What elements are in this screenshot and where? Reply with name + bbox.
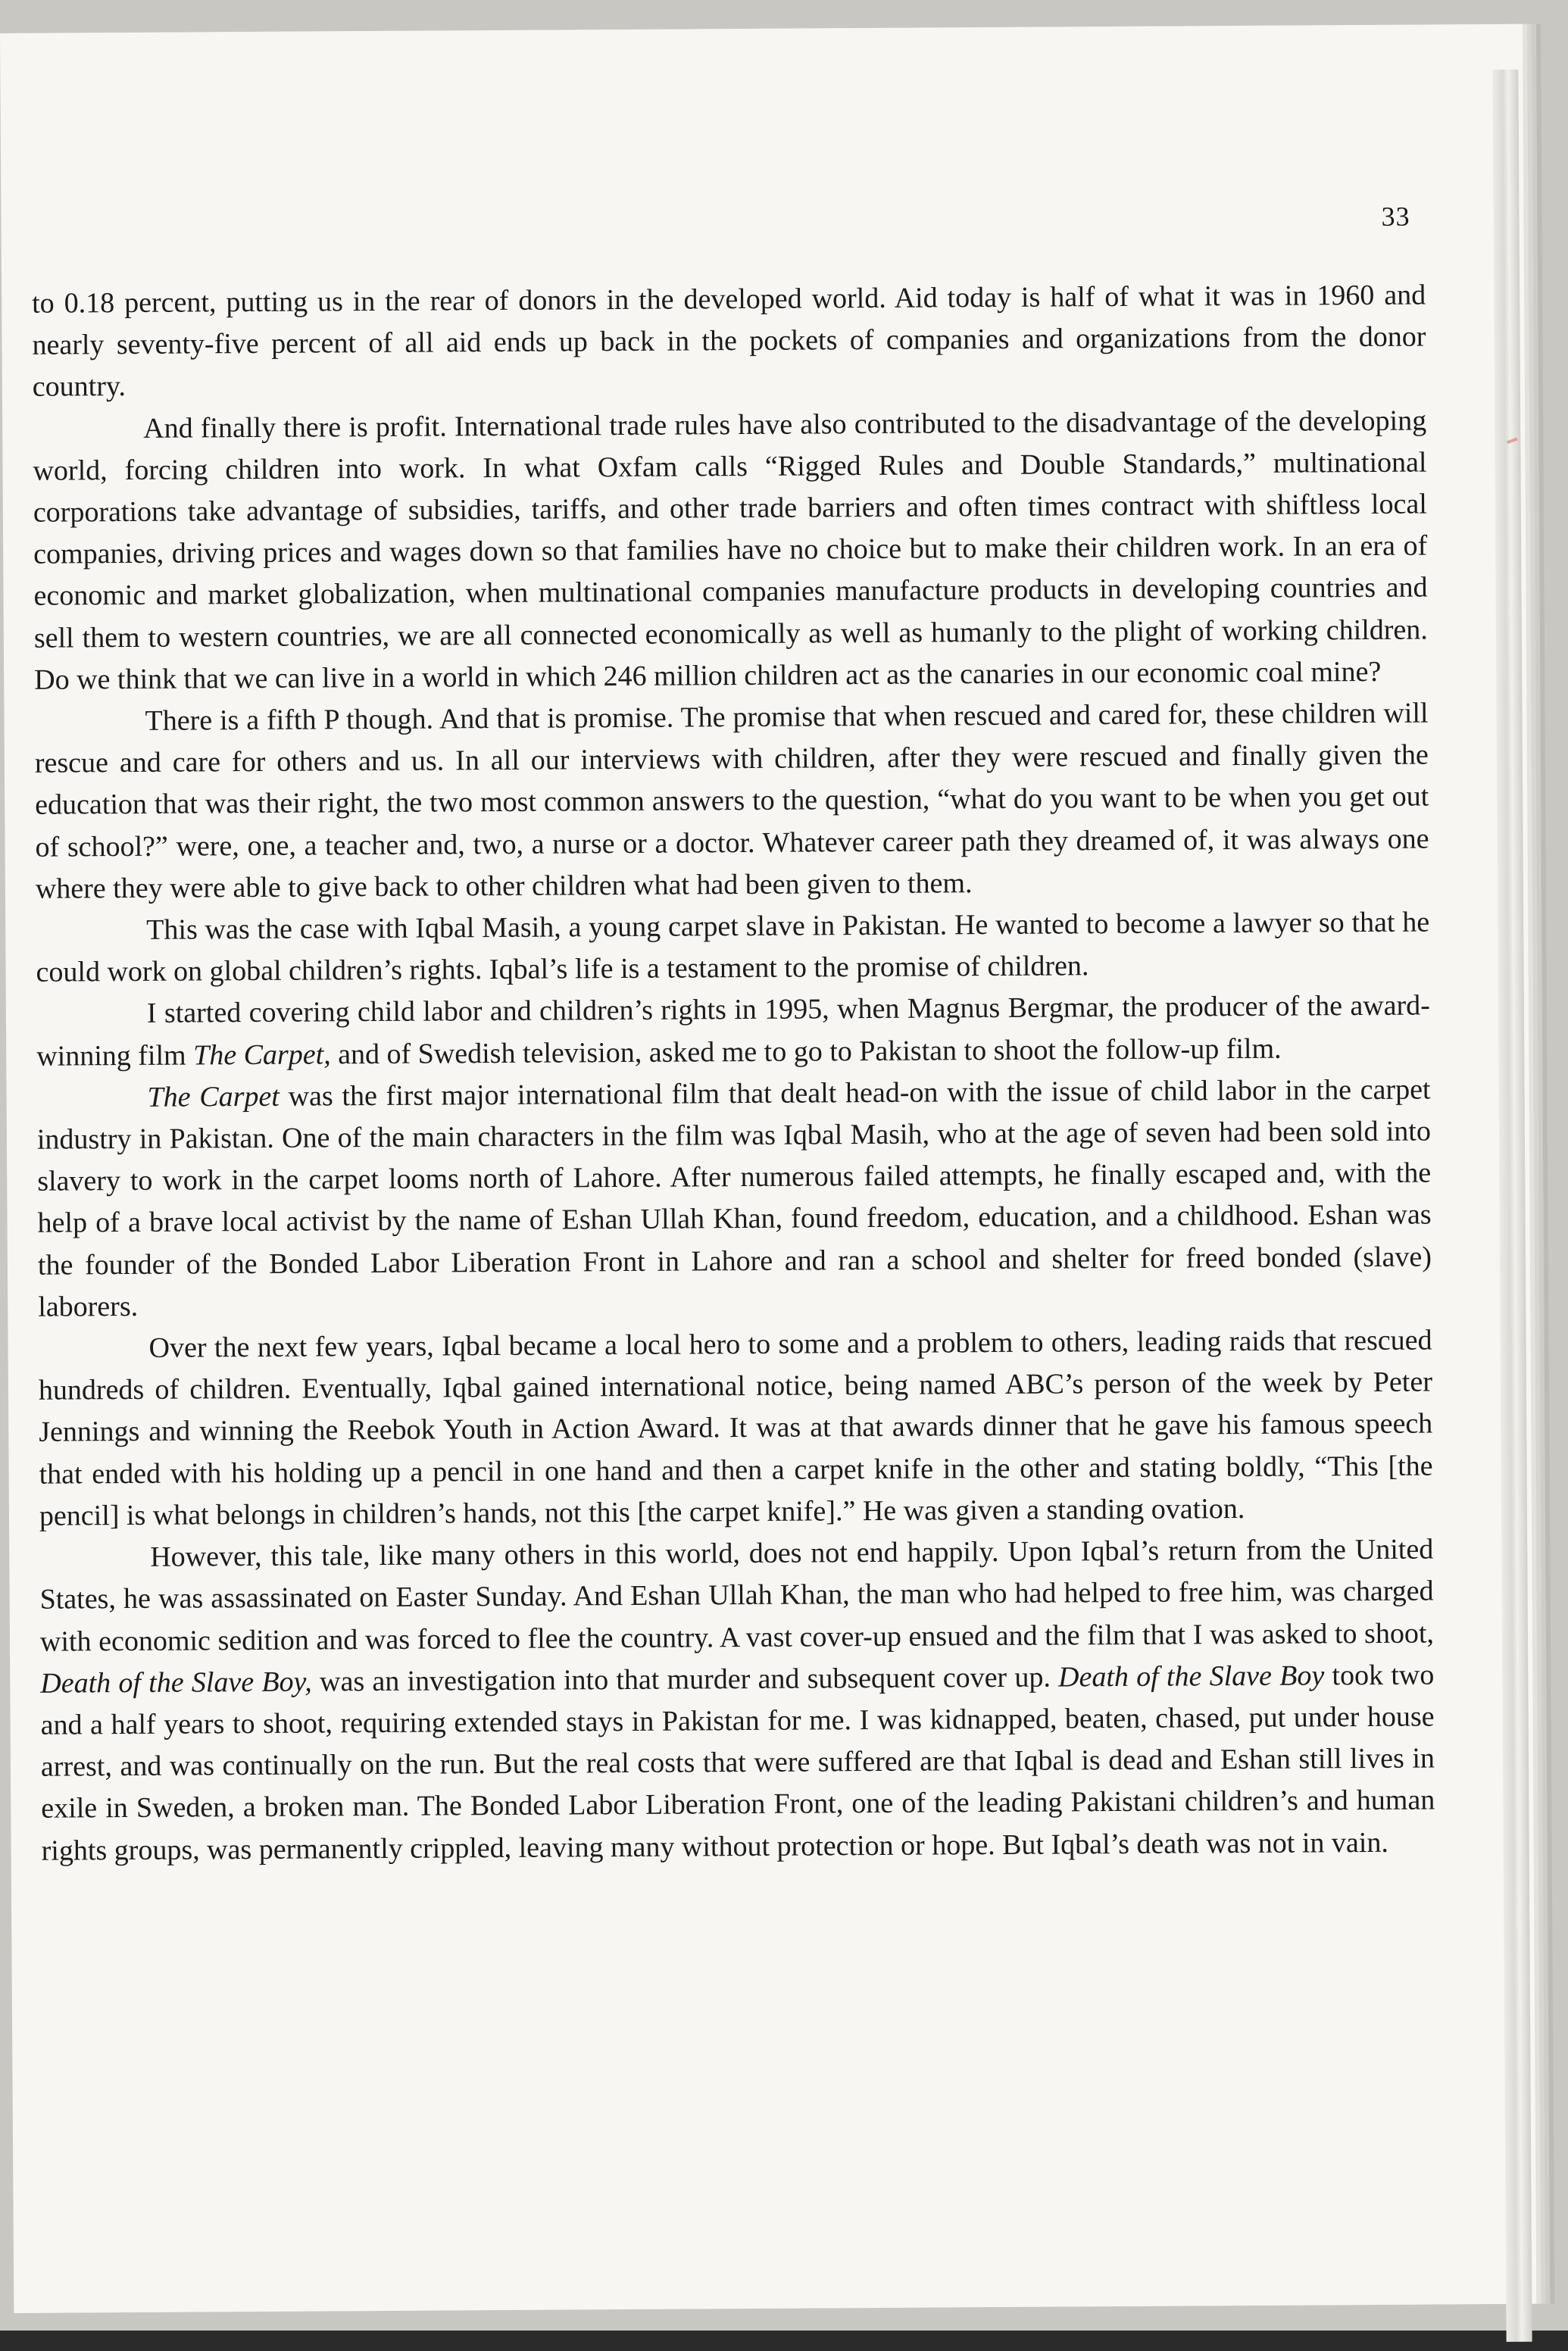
text-run: to 0.18 percent, putting us in the rear of donors in the developed world. Aid today is half of what it was in 1960 and nearly seventy-five percent of all aid ends up back in the pockets of companies and organizations from the donor country. <box>32 279 1426 404</box>
page-edge <box>1492 70 1532 2342</box>
paragraph <box>36 985 1431 1078</box>
italic-title-run: Death of the Slave Boy <box>1057 1659 1325 1694</box>
book-page <box>0 24 1536 2313</box>
text-run: This was the case with Iqbal Masih, a young carpet slave in Pakistan. He wanted to become a lawyer so that he could work on global children’s rights. Iqbal’s life is a testament to the promise of children. <box>36 906 1430 988</box>
text-run: Over the next few years, Iqbal became a local hero to some and a problem to others, leading raids that rescued hundreds of children. Eventually, Iqbal gained international notice, being named ABC’s person of the week by Peter Jennings and winning the Reebok Youth in Action Award. It was at that awards dinner that he gave his famous speech that ended with his holding up a pencil in one hand and then a carpet knife in the other and stating boldly, “This [the pencil] is what belongs in children’s hands, not this [the carpet knife].” He was given a standing ovation. <box>38 1324 1433 1532</box>
body-text <box>32 275 1435 1872</box>
text-run: was an investigation into that murder and subsequent cover up. <box>311 1661 1059 1698</box>
paragraph <box>33 400 1428 701</box>
paragraph <box>38 1320 1433 1538</box>
text-run: There is a fifth P though. And that is promise. The promise that when rescued and cared for, these children will rescue and care for others and us. In all our interviews with children, after they were rescued and finally given the education that was their right, the two most common answers to the question, “what do you want to be when you get out of school?” were, one, a teacher and, two, a nurse or a doctor. Whatever career path they dreamed of, it was always one where they were able to give back to other children what had been given to them. <box>34 697 1429 905</box>
text-run: was the first major international film that dealt head-on with the issue of child labor in the carpet industry in Pakistan. One of the main characters in the film was Iqbal Masih, who at the age of seven had been sold into slavery to work in the carpet looms north of Lahore. After numerous failed attempts, he finally escaped and, with the help of a brave local activist by the name of Eshan Ullah Khan, found freedom, education, and a childhood. Eshan was the founder of the Bonded Labor Liberation Front in Lahore and ran a school and shelter for freed bonded (slave) laborers. <box>36 1073 1432 1323</box>
italic-title-run: Death of the Slave Boy, <box>40 1666 312 1700</box>
text-run: I started covering child labor and children’s rights in 1995, when Magnus Bergmar, the producer of the award-winning film <box>36 989 1431 1072</box>
text-run: took two and a half years to shoot, requiring extended stays in Pakistan for me. I was kidnapped, beaten, chased, put under house arrest, and was continually on the run. But the real costs that were suffered are that Iqbal is dead and Eshan still lives in exile in Sweden, a broken man. The Bonded Labor Liberation Front, one of the leading Pakistani children’s and human rights groups, was permanently crippled, leaving many without protection or hope. But Iqbal’s death was not in vain. <box>40 1659 1435 1867</box>
page-number: 33 <box>1381 201 1410 232</box>
text-run: And finally there is profit. International trade rules have also contributed to the disadvantage of the developing world, forcing children into work. In what Oxfam calls “Rigged Rules and Double Standards,” multinational corporations take advantage of subsidies, tariffs, and other trade barriers and often times contract with shiftless local companies, driving prices and wages down so that families have no choice but to make their children work. In an era of economic and market globalization, when multinational companies manufacture products in developing countries and sell them to western countries, we are all connected economically as well as humanly to the plight of working children. Do we think that we can live in a world in which 246 million children act as the canaries in our economic coal mine? <box>33 404 1428 696</box>
paragraph <box>36 1069 1432 1328</box>
paragraph <box>34 693 1429 910</box>
text-run: However, this tale, like many others in this world, does not end happily. Upon Iqbal’s return from the United States, he was assassinated on Easter Sunday. And Eshan Ullah Khan, the man who had helped to free him, was charged with economic sedition and was forced to flee the country. A vast cover-up ensued and the film that I was asked to shoot, <box>39 1533 1435 1658</box>
italic-title-run: The Carpet, <box>193 1038 331 1072</box>
paragraph <box>32 275 1426 409</box>
paragraph <box>39 1529 1435 1872</box>
paragraph <box>36 902 1430 994</box>
text-run: and of Swedish television, asked me to go to Pakistan to shoot the follow-up film. <box>330 1032 1282 1071</box>
italic-title-run: The Carpet <box>147 1080 280 1113</box>
